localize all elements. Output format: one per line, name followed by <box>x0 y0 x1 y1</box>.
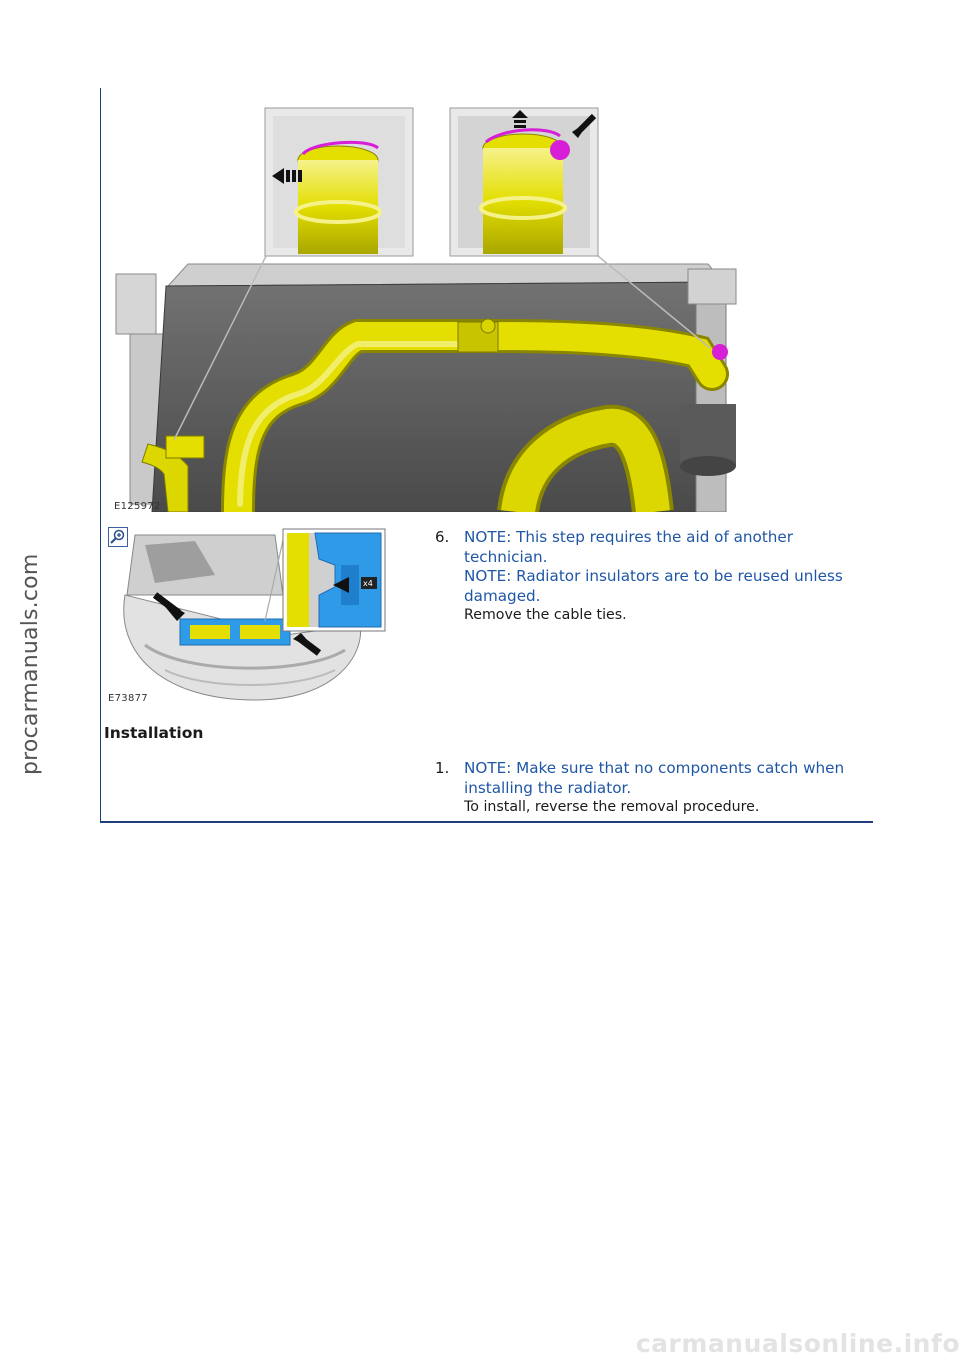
step-number: 1. <box>435 759 450 777</box>
installation-step-1 <box>435 759 855 818</box>
step-instruction: To install, reverse the removal procedure. <box>464 799 760 816</box>
step-note: NOTE: This step requires the aid of another technician. <box>464 528 794 566</box>
side-watermark: procarmanuals.com <box>18 553 43 775</box>
radiator-illustration <box>108 104 750 512</box>
figure-radiator-insulators <box>105 525 390 707</box>
section-heading-installation: Installation <box>104 724 204 742</box>
page-frame-bottom-border <box>100 821 873 823</box>
step-note: NOTE: Radiator insulators are to be reused unless damaged. <box>464 567 843 605</box>
step-instruction: Remove the cable ties. <box>464 607 627 624</box>
step-note: NOTE: Make sure that no components catch when installing the radiator. <box>464 759 845 797</box>
figure-radiator-hoses <box>108 104 750 512</box>
front-end-illustration <box>105 525 390 707</box>
removal-step-6 <box>435 528 855 626</box>
page-frame-left-border <box>100 88 101 822</box>
figure-id-label: E125972 <box>114 501 161 512</box>
zoom-in-icon[interactable] <box>108 527 128 547</box>
bottom-watermark: carmanualsonline.info <box>635 1329 960 1358</box>
insulator-callout-count: x4 <box>363 579 373 588</box>
figure-id-label: E73877 <box>108 693 148 704</box>
step-number: 6. <box>435 528 450 546</box>
